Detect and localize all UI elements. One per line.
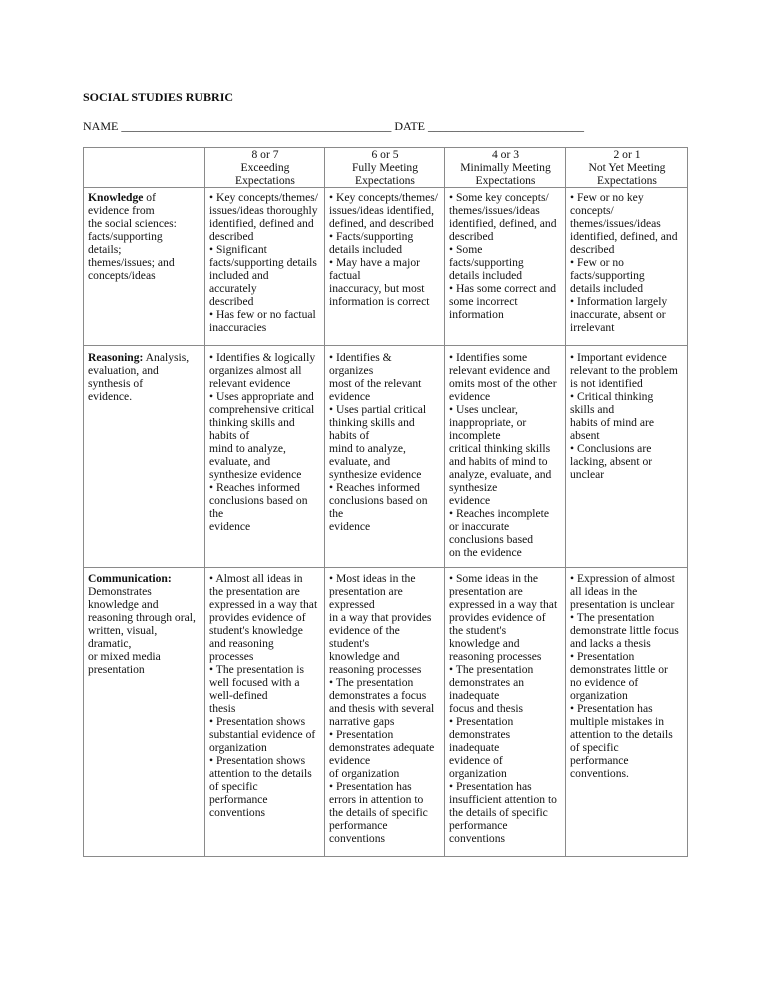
rubric-cell: • Some ideas in the presentation are expressed in a way that provides evidence of the student's knowledge and reasoning processes • The presentation demonstrates an inadequate focus and thesis • Presentation demonstrates inadequate evidence of organization • Presentation has insufficient attention to the details of specific performance conventions (445, 568, 566, 857)
criterion-label: Communication: (88, 572, 172, 585)
rubric-cell: • Identifies & organizes most of the relevant evidence • Uses partial critical thinking skills and habits of mind to analyze, evaluate, and synthesize evidence • Reaches informed conclusions based on the evidence (325, 346, 445, 568)
criterion-description: Demonstrates knowledge and reasoning through oral, written, visual, dramatic, or mixed media presentation (88, 585, 196, 676)
header-cell-minimally-meeting: 4 or 3 Minimally Meeting Expectations (445, 148, 566, 188)
rubric-cell: • Most ideas in the presentation are expressed in a way that provides evidence of the student's knowledge and reasoning processes • The presentation demonstrates a focus and thesis with several narrative gaps • Presentation demonstrates adequate evidence of organization • Presentation has errors in attention to the details of specific performance conventions (325, 568, 445, 857)
header-row (84, 148, 688, 188)
rubric-cell: • Few or no key concepts/ themes/issues/ideas identified, defined, and described • Few or no facts/supporting details included • Information largely inaccurate, absent or irrelevant (566, 188, 688, 346)
criterion-description: Analysis, evaluation, and synthesis of evidence. (88, 351, 190, 403)
rubric-cell: • Important evidence relevant to the problem is not identified • Critical thinking skills and habits of mind are absent • Conclusions are lacking, absent or unclear (566, 346, 688, 568)
criterion-label: Reasoning: (88, 351, 144, 364)
rubric-cell: • Expression of almost all ideas in the presentation is unclear • The presentation demonstrate little focus and lacks a thesis • Presentation demonstrates little or no evidence of organization • Presentation has multiple mistakes in attention to the details of specific performance conventions. (566, 568, 688, 857)
rubric-cell: • Almost all ideas in the presentation are expressed in a way that provides evidence of student's knowledge and reasoning processes • The presentation is well focused with a well-defined thesis • Presentation shows substantial evidence of organization • Presentation shows attention to the details of specific performance conventions (205, 568, 325, 857)
header-cell-exceeding: 8 or 7 Exceeding Expectations (205, 148, 325, 188)
date-field[interactable]: __________________________ (428, 119, 585, 133)
header-cell-fully-meeting: 6 or 5 Fully Meeting Expectations (325, 148, 445, 188)
criterion-cell (84, 346, 205, 568)
rubric-cell: • Identifies some relevant evidence and omits most of the other evidence • Uses unclear, inappropriate, or incomplete critical thinking skills and habits of mind to analyze, evaluate, and synthesize evidence • Reaches incomplete or inaccurate conclusions based on the evidence (445, 346, 566, 568)
name-field[interactable]: _____________________________________________ (121, 119, 392, 133)
name-label: NAME (83, 119, 119, 133)
rubric-cell: • Key concepts/themes/ issues/ideas identified, defined, and described • Facts/supporting details included • May have a major factual inaccuracy, but most information is correct (325, 188, 445, 346)
table-row-knowledge (84, 188, 688, 346)
criterion-description: of evidence from the social sciences: facts/supporting details; themes/issues; and concepts/ideas (88, 191, 177, 282)
name-date-line (83, 119, 584, 134)
table-row-communication (84, 568, 688, 857)
table-row-reasoning (84, 346, 688, 568)
document-title: SOCIAL STUDIES RUBRIC (83, 90, 234, 104)
rubric-cell: • Some key concepts/ themes/issues/ideas identified, defined, and described • Some facts/supporting details included • Has some correct and some incorrect information (445, 188, 566, 346)
criterion-cell (84, 188, 205, 346)
header-cell-blank (84, 148, 205, 188)
criterion-cell (84, 568, 205, 857)
rubric-table (83, 147, 688, 857)
header-cell-not-yet-meeting: 2 or 1 Not Yet Meeting Expectations (566, 148, 688, 188)
criterion-label: Knowledge (88, 191, 144, 204)
rubric-cell: • Identifies & logically organizes almost all relevant evidence • Uses appropriate and comprehensive critical thinking skills and habits of mind to analyze, evaluate, and synthesize evidence • Reaches informed conclusions based on the evidence (205, 346, 325, 568)
date-label: DATE (394, 119, 426, 133)
rubric-cell: • Key concepts/themes/ issues/ideas thoroughly identified, defined and described • Significant facts/supporting details included and accurately described • Has few or no factual inaccuracies (205, 188, 325, 346)
